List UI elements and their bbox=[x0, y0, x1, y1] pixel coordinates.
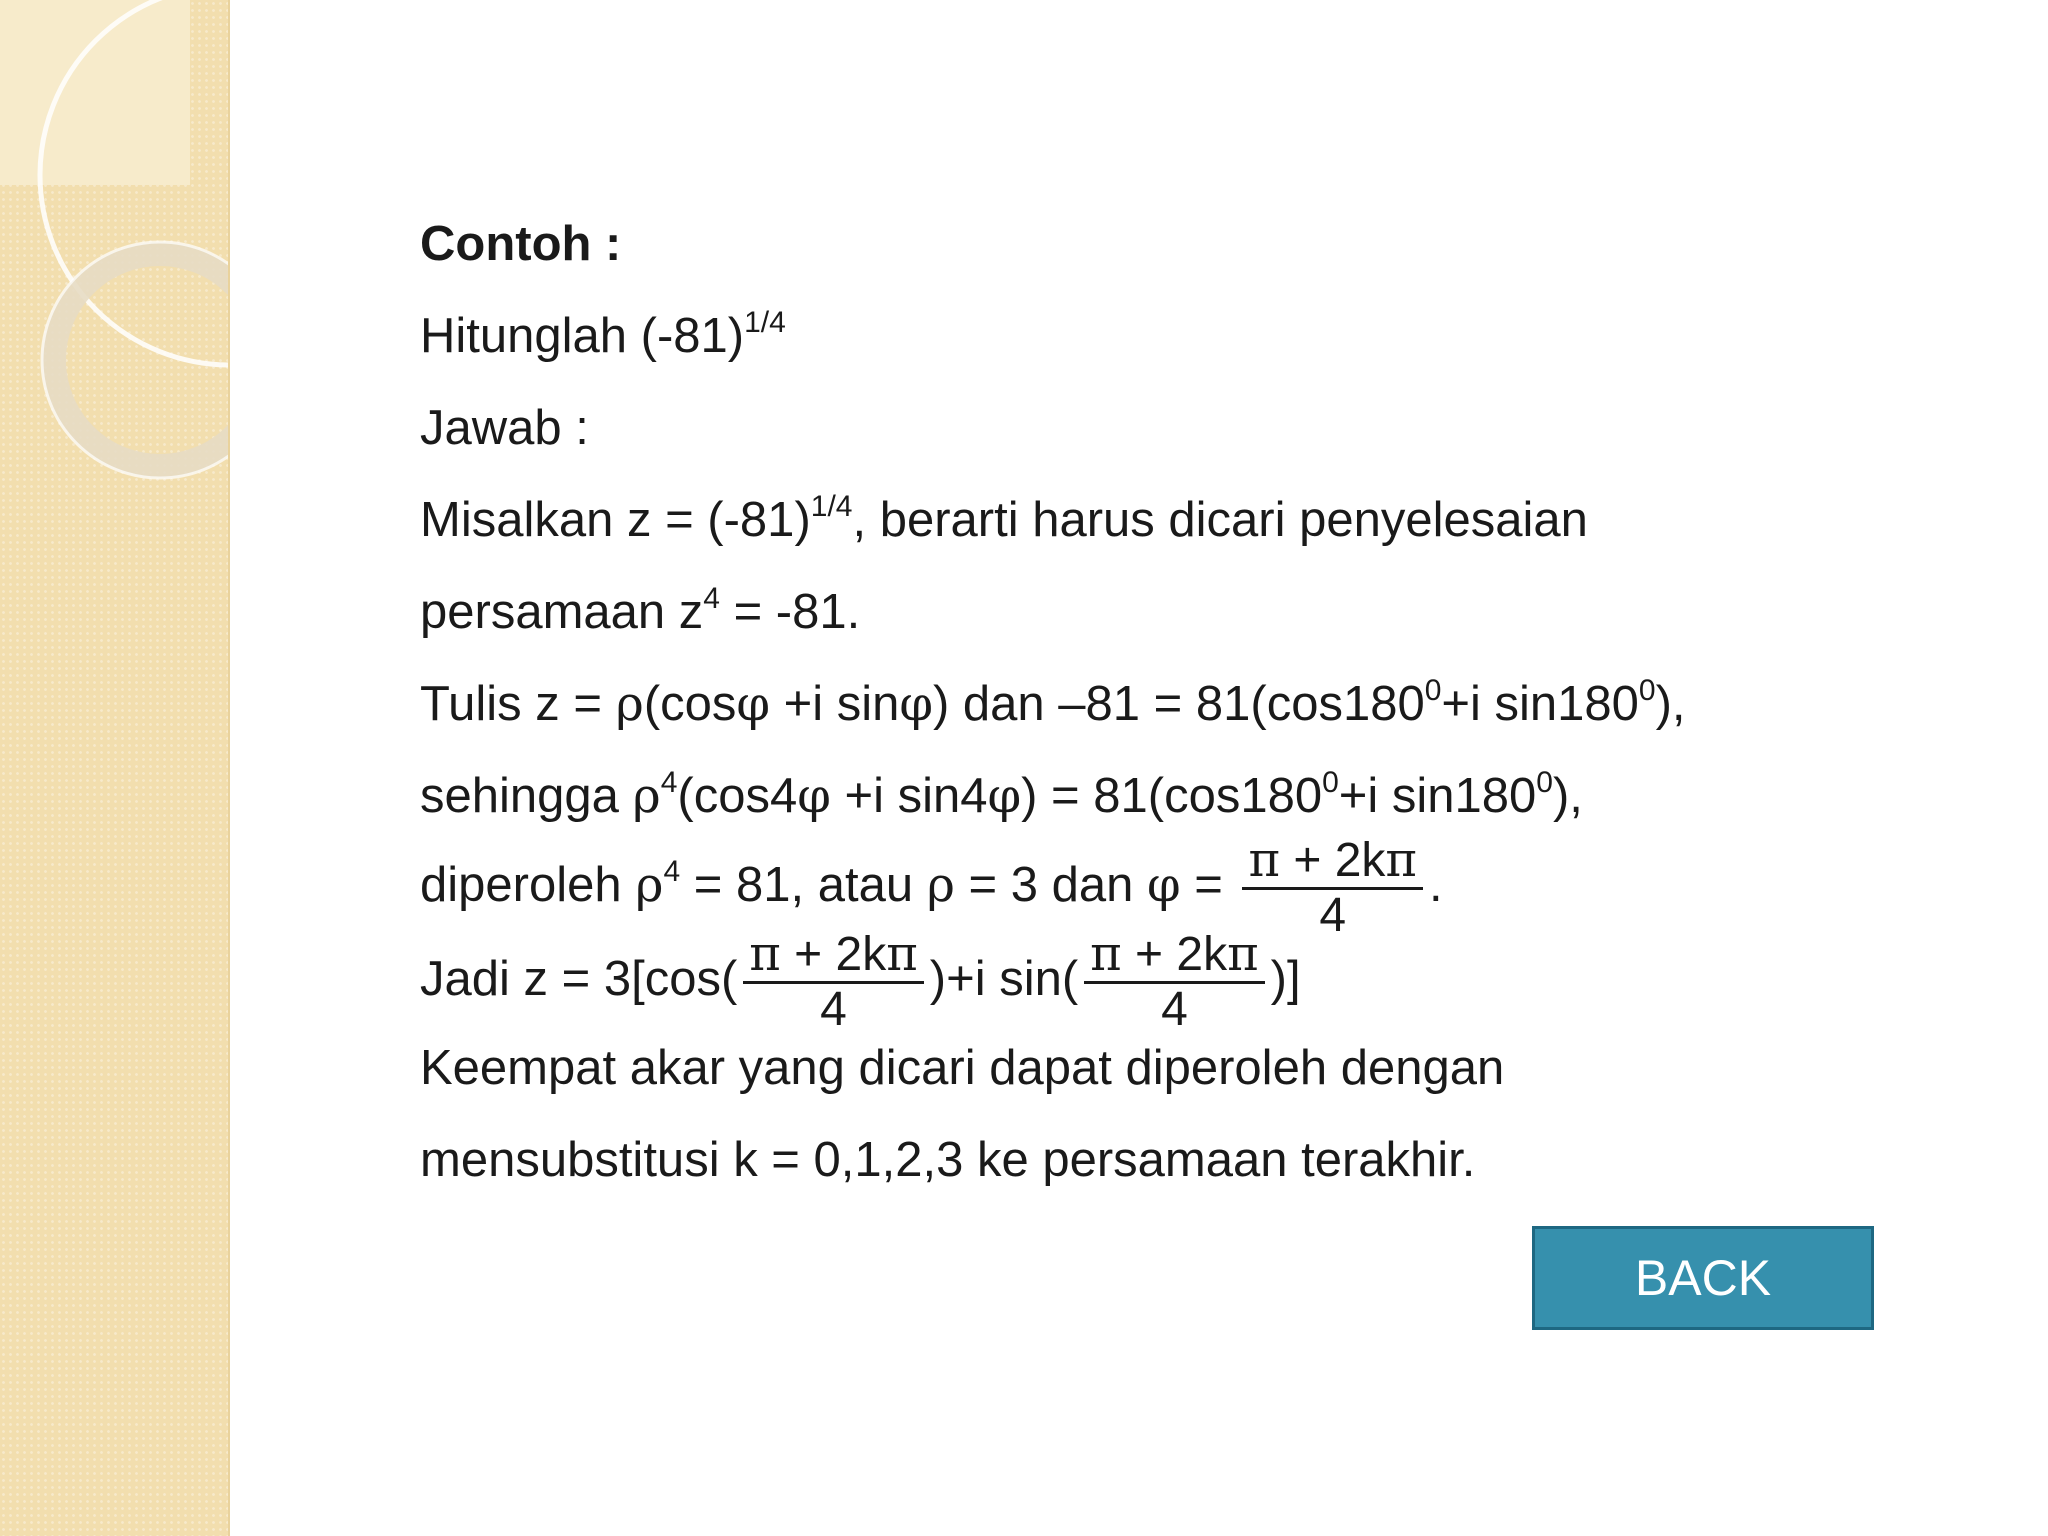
problem-line: Hitunglah $(-81)^{1/4}$ bbox=[420, 306, 786, 363]
fraction: $\frac{\pi + 2k\pi}{4}$ bbox=[743, 930, 924, 1034]
answer-label: Jawab : bbox=[420, 401, 589, 455]
text-line-6: Tulis z = ρ(cosφ +i sinφ) dan $-81 = 81(\cos 180^0+i$ $\sin 180^0$), bbox=[420, 674, 1686, 732]
text-line-5: persamaan $z^4 = -81$. bbox=[420, 582, 861, 639]
decorative-rings bbox=[0, 0, 228, 520]
text-line-7: sehingga $\rho^4(\cos 4\varphi +i$ $\sin 4\varphi) = 81(\cos 180^0+i$ $\sin 180^0$), bbox=[420, 766, 1583, 824]
text-line-8: diperoleh $\rho^4 = 81$, atau ρ = 3 dan φ = $\frac{\pi + 2k\pi}{4}$ . bbox=[420, 832, 1443, 942]
text-line-4: Misalkan $z = (-81)^{1/4}$, berarti harus dicari penyelesaian bbox=[420, 490, 1588, 547]
text-line-11: mensubstitusi k = 0,1,2,3 ke persamaan terakhir. bbox=[420, 1133, 1476, 1187]
text-line-9: Jadi z = 3[cos( $\frac{\pi + 2k\pi}{4}$ )+i sin( $\frac{\pi + 2k\pi}{4}$ )] bbox=[420, 926, 1301, 1036]
back-button[interactable]: BACK bbox=[1532, 1226, 1874, 1330]
heading: Contoh : bbox=[420, 217, 622, 271]
fraction: $\frac{\pi + 2k\pi}{4}$ bbox=[1084, 930, 1265, 1034]
fraction: $\frac{\pi + 2k\pi}{4}$ bbox=[1242, 836, 1423, 940]
thick-ring bbox=[54, 254, 228, 466]
text-line-10: Keempat akar yang dicari dapat diperoleh dengan bbox=[420, 1041, 1505, 1095]
